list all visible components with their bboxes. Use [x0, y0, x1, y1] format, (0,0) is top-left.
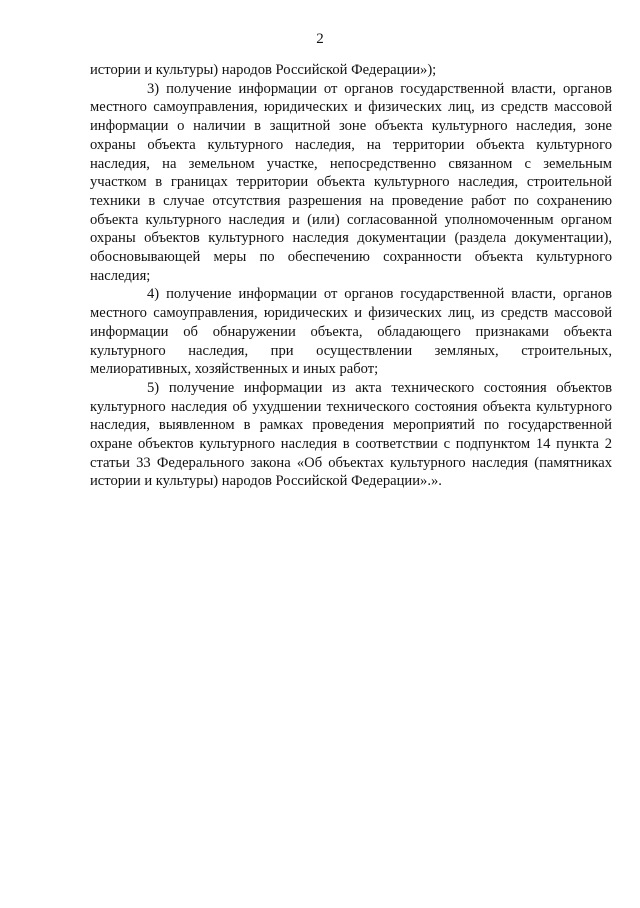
paragraph-continuation: истории и культуры) народов Российской Федерации»); [90, 62, 437, 78]
paragraph-item-3: 3) получение информации от органов государственной власти, органов местного самоуправления, юридических и физических лиц, из средств массовой информации о наличии в защитной зоне объекта культурного наследия, зоне охраны объекта культурного наследия, на территории объекта культурного наследия, на земельном участке, непосредственно связанном с земельным участком в границах территории объекта культурного наследия, строительной техники в случае отсутствия разрешения на проведение работ по сохранению объекта культурного наследия и (или) согласованной уполномоченным органом охраны объектов культурного наследия документации (раздела документации), обосновывающей меры по обеспечению сохранности объекта культурного наследия; [90, 80, 612, 284]
paragraph-item-5: 5) получение информации из акта технического состояния объектов культурного наследия об ухудшении технического состояния объекта культурного наследия, выявленном в рамках проведения мероприятий по государственной охране объектов культурного наследия в соответствии с подпунктом 14 пункта 2 статьи 33 Федерального закона «Об объектах культурного наследия (памятниках истории и культуры) народов Российской Федерации».». [90, 379, 612, 490]
page-number: 2 [316, 31, 324, 47]
paragraph-item-4: 4) получение информации от органов государственной власти, органов местного самоуправления, юридических и физических лиц, из средств массовой информации об обнаружении объекта, обладающего признаками объекта культурного наследия, при осуществлении земляных, строительных, мелиоративных, хозяйственных и иных работ; [90, 286, 612, 378]
document-body [90, 61, 612, 491]
